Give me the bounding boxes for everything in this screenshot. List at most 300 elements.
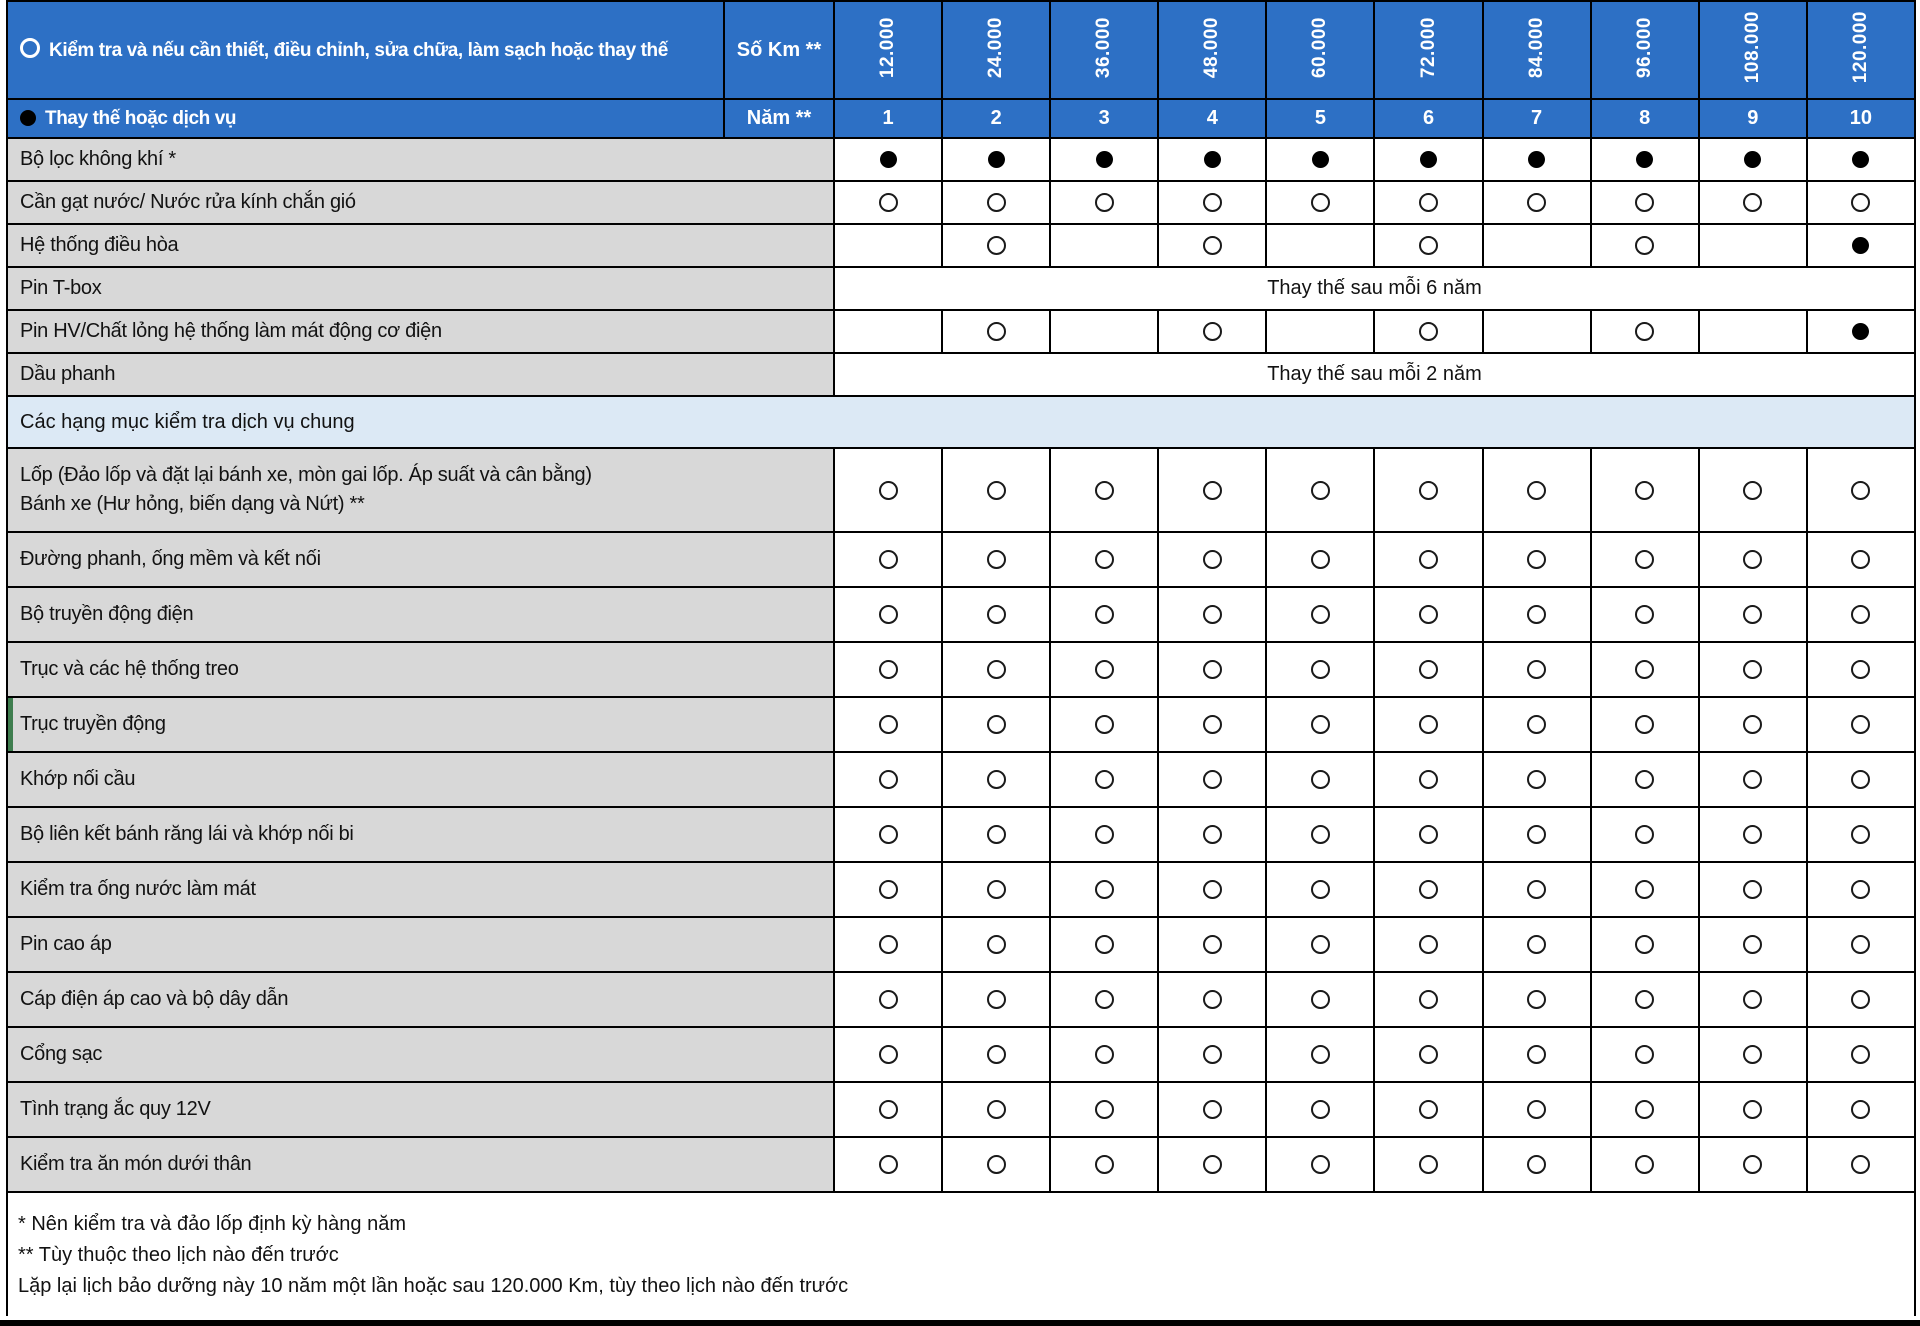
mark-cell[interactable] [1374,532,1482,587]
mark-cell[interactable] [1483,642,1591,697]
open-circle-icon [1851,935,1870,954]
mark-cell[interactable] [834,587,942,642]
mark-cell[interactable] [1158,1027,1266,1082]
table-row [7,642,1915,697]
mark-cell[interactable] [1158,532,1266,587]
mark-cell[interactable] [1807,862,1915,917]
mark-cell[interactable] [1050,917,1158,972]
mark-cell[interactable] [1699,532,1807,587]
open-circle-icon [879,1100,898,1119]
row-label-cell[interactable]: Đường phanh, ống mềm và kết nối [7,532,834,587]
open-circle-icon [879,990,898,1009]
mark-cell[interactable] [1050,448,1158,532]
mark-cell[interactable] [942,697,1050,752]
open-circle-icon [1095,1100,1114,1119]
mark-cell[interactable] [1483,697,1591,752]
mark-cell[interactable] [1807,697,1915,752]
open-circle-icon [1527,825,1546,844]
mark-cell[interactable] [1158,752,1266,807]
open-circle-icon [987,660,1006,679]
mark-cell[interactable] [1591,138,1699,181]
year-header-cell[interactable]: 3 [1050,99,1158,138]
mark-cell[interactable] [1591,862,1699,917]
year-header-cell[interactable]: 8 [1591,99,1699,138]
mark-cell[interactable] [1266,1027,1374,1082]
mark-cell[interactable] [1266,224,1374,267]
mark-cell[interactable] [1374,181,1482,224]
row-label-cell[interactable]: Pin cao áp [7,917,834,972]
km-header-cell[interactable] [1158,1,1266,99]
mark-cell[interactable] [1699,862,1807,917]
filled-circle-icon [1852,323,1869,340]
mark-cell[interactable] [1807,752,1915,807]
year-header-row [7,99,1915,138]
open-circle-icon [1203,550,1222,569]
mark-cell[interactable] [1266,1137,1374,1192]
mark-cell[interactable] [1266,532,1374,587]
mark-cell[interactable] [1158,224,1266,267]
mark-cell[interactable] [942,448,1050,532]
mark-cell[interactable] [1374,1082,1482,1137]
mark-cell[interactable] [1050,138,1158,181]
mark-cell[interactable] [1374,448,1482,532]
open-circle-icon [1851,770,1870,789]
open-circle-icon [1743,1100,1762,1119]
mark-cell[interactable] [1158,310,1266,353]
mark-cell[interactable] [1266,642,1374,697]
km-header-cell[interactable] [942,1,1050,99]
open-circle-icon [1419,935,1438,954]
open-circle-icon [1203,990,1222,1009]
km-value: 72.000 [1417,16,1439,79]
year-header-cell[interactable]: 2 [942,99,1050,138]
mark-cell[interactable] [834,1082,942,1137]
open-circle-icon [1095,770,1114,789]
open-circle-icon [879,880,898,899]
mark-cell[interactable] [942,972,1050,1027]
row-label-cell[interactable]: Kiểm tra ăn món dưới thân [7,1137,834,1192]
open-circle-icon [1203,481,1222,500]
row-label-cell[interactable]: Cáp điện áp cao và bộ dây dẫn [7,972,834,1027]
table-row [7,752,1915,807]
mark-cell[interactable] [1483,448,1591,532]
row-label-cell[interactable]: Trục và các hệ thống treo [7,642,834,697]
mark-cell[interactable] [1699,1137,1807,1192]
km-header-cell[interactable] [1699,1,1807,99]
row-label-cell[interactable]: Bộ truyền động điện [7,587,834,642]
mark-cell[interactable] [942,917,1050,972]
maintenance-table [6,0,1916,1193]
mark-cell[interactable] [942,642,1050,697]
mark-cell[interactable] [1483,807,1591,862]
mark-cell[interactable] [1591,1137,1699,1192]
mark-cell[interactable] [1807,807,1915,862]
mark-cell[interactable] [1807,642,1915,697]
open-circle-icon [987,481,1006,500]
mark-cell[interactable] [1158,587,1266,642]
row-label-cell[interactable]: Tình trạng ắc quy 12V [7,1082,834,1137]
mark-cell[interactable] [1591,807,1699,862]
mark-cell[interactable] [1699,697,1807,752]
mark-cell[interactable] [1050,807,1158,862]
open-circle-icon [1311,1100,1330,1119]
mark-cell[interactable] [1158,972,1266,1027]
mark-cell[interactable] [1374,917,1482,972]
filled-circle-icon [1204,151,1221,168]
year-header-cell[interactable]: 5 [1266,99,1374,138]
mark-cell[interactable] [1266,807,1374,862]
mark-cell[interactable] [1483,138,1591,181]
mark-cell[interactable] [834,752,942,807]
mark-cell[interactable] [1266,1082,1374,1137]
mark-cell[interactable] [1591,1027,1699,1082]
mark-cell[interactable] [1483,587,1591,642]
mark-cell[interactable] [1050,310,1158,353]
mark-cell[interactable] [834,138,942,181]
open-circle-icon [879,1045,898,1064]
mark-cell[interactable] [834,448,942,532]
mark-cell[interactable] [1699,917,1807,972]
mark-cell[interactable] [1807,448,1915,532]
mark-cell[interactable] [1050,642,1158,697]
mark-cell[interactable] [1483,1027,1591,1082]
mark-cell[interactable] [1483,972,1591,1027]
open-circle-icon [1851,880,1870,899]
open-circle-icon [1419,322,1438,341]
open-circle-icon [1311,825,1330,844]
row-label-cell[interactable]: Pin T-box [7,267,834,310]
table-row [7,972,1915,1027]
mark-cell[interactable] [1483,310,1591,353]
mark-cell[interactable] [1266,862,1374,917]
mark-cell[interactable] [1591,642,1699,697]
open-circle-icon [987,236,1006,255]
mark-cell[interactable] [1699,587,1807,642]
replace-legend-cell[interactable] [7,99,724,138]
open-circle-icon [987,1100,1006,1119]
row-label-cell[interactable]: Pin HV/Chất lỏng hệ thống làm mát động cơ điện [7,310,834,353]
row-label-cell[interactable]: Hệ thống điều hòa [7,224,834,267]
open-circle-icon [1095,193,1114,212]
table-row [7,267,1915,310]
mark-cell[interactable] [1699,181,1807,224]
year-header-cell[interactable]: 4 [1158,99,1266,138]
mark-cell[interactable] [1266,697,1374,752]
mark-cell[interactable] [1050,972,1158,1027]
mark-cell[interactable] [1807,532,1915,587]
mark-cell[interactable] [834,917,942,972]
open-circle-icon [1203,193,1222,212]
mark-cell[interactable] [1158,448,1266,532]
mark-cell[interactable] [1158,807,1266,862]
mark-cell[interactable] [1483,862,1591,917]
mark-cell[interactable] [942,532,1050,587]
mark-cell[interactable] [834,224,942,267]
table-row [7,448,1915,532]
mark-cell[interactable] [1374,807,1482,862]
mark-cell[interactable] [1807,972,1915,1027]
row-label-cell[interactable]: Cần gạt nước/ Nước rửa kính chắn gió [7,181,834,224]
open-circle-icon [879,481,898,500]
mark-cell[interactable] [942,1137,1050,1192]
merged-note-cell[interactable]: Thay thế sau mỗi 2 năm [834,353,1915,396]
mark-cell[interactable] [1266,972,1374,1027]
mark-cell[interactable] [834,1027,942,1082]
mark-cell[interactable] [1158,1082,1266,1137]
open-circle-icon [1311,660,1330,679]
mark-cell[interactable] [1591,697,1699,752]
row-label-cell[interactable]: Kiểm tra ống nước làm mát [7,862,834,917]
mark-cell[interactable] [1483,181,1591,224]
open-circle-icon [1743,825,1762,844]
open-circle-icon [1851,193,1870,212]
mark-cell[interactable] [1483,752,1591,807]
mark-cell[interactable] [942,181,1050,224]
open-circle-icon [1419,481,1438,500]
open-circle-icon [879,715,898,734]
mark-cell[interactable] [942,807,1050,862]
open-circle-icon [1743,660,1762,679]
mark-cell[interactable] [1266,917,1374,972]
open-circle-icon [1527,193,1546,212]
km-header-cell[interactable] [1050,1,1158,99]
mark-cell[interactable] [1374,1027,1482,1082]
row-label-cell[interactable]: Khớp nối cầu [7,752,834,807]
mark-cell[interactable] [1591,532,1699,587]
year-header-cell[interactable]: 10 [1807,99,1915,138]
mark-cell[interactable] [942,752,1050,807]
mark-cell[interactable] [942,138,1050,181]
mark-cell[interactable] [1050,862,1158,917]
km-value: 24.000 [985,16,1007,79]
open-circle-icon [987,1155,1006,1174]
km-unit-cell[interactable]: Số Km ** [724,1,834,99]
mark-cell[interactable] [1699,642,1807,697]
km-header-cell[interactable] [1266,1,1374,99]
year-header-cell[interactable]: 9 [1699,99,1807,138]
mark-cell[interactable] [1266,587,1374,642]
open-circle-icon [20,38,40,58]
mark-cell[interactable] [1807,1137,1915,1192]
mark-cell[interactable] [1158,697,1266,752]
mark-cell[interactable] [1266,752,1374,807]
mark-cell[interactable] [1050,1027,1158,1082]
mark-cell[interactable] [834,972,942,1027]
row-label-cell[interactable]: Dầu phanh [7,353,834,396]
mark-cell[interactable] [942,1027,1050,1082]
open-circle-icon [1419,660,1438,679]
table-row [7,697,1915,752]
mark-cell[interactable] [1807,587,1915,642]
km-header-cell[interactable] [1591,1,1699,99]
mark-cell[interactable] [942,587,1050,642]
mark-cell[interactable] [1591,917,1699,972]
mark-cell[interactable] [1807,138,1915,181]
year-unit-cell[interactable]: Năm ** [724,99,834,138]
open-circle-icon [1635,1045,1654,1064]
open-circle-icon [1851,1045,1870,1064]
filled-circle-icon [880,151,897,168]
mark-cell[interactable] [834,807,942,862]
mark-cell[interactable] [1807,181,1915,224]
mark-cell[interactable] [1591,181,1699,224]
mark-cell[interactable] [1591,1082,1699,1137]
mark-cell[interactable] [1699,1082,1807,1137]
km-value: 84.000 [1525,16,1547,79]
open-circle-icon [1635,236,1654,255]
section-header-cell[interactable]: Các hạng mục kiểm tra dịch vụ chung [7,396,1915,448]
mark-cell[interactable] [1374,972,1482,1027]
filled-circle-icon [1312,151,1329,168]
mark-cell[interactable] [1591,587,1699,642]
year-header-cell[interactable]: 1 [834,99,942,138]
table-row [7,310,1915,353]
open-circle-icon [1527,605,1546,624]
mark-cell[interactable] [1374,310,1482,353]
mark-cell[interactable] [942,1082,1050,1137]
mark-cell[interactable] [1050,224,1158,267]
mark-cell[interactable] [1807,224,1915,267]
mark-cell[interactable] [1807,310,1915,353]
open-circle-icon [1419,236,1438,255]
mark-cell[interactable] [1483,1082,1591,1137]
open-circle-icon [1095,550,1114,569]
open-circle-icon [1311,770,1330,789]
open-circle-icon [1095,1155,1114,1174]
mark-cell[interactable] [1050,752,1158,807]
open-circle-icon [1527,1155,1546,1174]
open-circle-icon [1203,935,1222,954]
mark-cell[interactable] [1591,752,1699,807]
open-circle-icon [879,550,898,569]
mark-cell[interactable] [1158,181,1266,224]
mark-cell[interactable] [1374,862,1482,917]
mark-cell[interactable] [1591,448,1699,532]
mark-cell[interactable] [1158,917,1266,972]
mark-cell[interactable] [834,532,942,587]
inspect-legend-cell[interactable] [7,1,724,99]
mark-cell[interactable] [1483,917,1591,972]
mark-cell[interactable] [1699,448,1807,532]
open-circle-icon [879,770,898,789]
row-label-cell[interactable]: Bộ liên kết bánh răng lái và khớp nối bi [7,807,834,862]
mark-cell[interactable] [1699,138,1807,181]
mark-cell[interactable] [1374,1137,1482,1192]
row-label-cell[interactable]: Bộ lọc không khí * [7,138,834,181]
mark-cell[interactable] [1591,310,1699,353]
mark-cell[interactable] [1266,448,1374,532]
mark-cell[interactable] [1699,807,1807,862]
open-circle-icon [987,935,1006,954]
mark-cell[interactable] [942,224,1050,267]
mark-cell[interactable] [834,1137,942,1192]
km-header-cell[interactable] [1374,1,1482,99]
row-label-cell[interactable] [7,448,834,532]
open-circle-icon [1311,605,1330,624]
open-circle-icon [1635,193,1654,212]
mark-cell[interactable] [1266,310,1374,353]
mark-cell[interactable] [1158,1137,1266,1192]
open-circle-icon [1419,715,1438,734]
mark-cell[interactable] [1699,752,1807,807]
year-header-cell[interactable]: 7 [1483,99,1591,138]
open-circle-icon [1311,935,1330,954]
open-circle-icon [1419,770,1438,789]
row-label-cell[interactable]: Trục truyền động [7,697,834,752]
open-circle-icon [1527,935,1546,954]
mark-cell[interactable] [1483,1137,1591,1192]
open-circle-icon [1095,935,1114,954]
mark-cell[interactable] [1266,138,1374,181]
mark-cell[interactable] [942,310,1050,353]
open-circle-icon [1851,605,1870,624]
mark-cell[interactable] [1807,917,1915,972]
mark-cell[interactable] [1050,587,1158,642]
mark-cell[interactable] [834,697,942,752]
year-header-cell[interactable]: 6 [1374,99,1482,138]
replace-legend-label: Thay thế hoặc dịch vụ [45,107,237,129]
mark-cell[interactable] [1050,181,1158,224]
mark-cell[interactable] [942,862,1050,917]
open-circle-icon [1095,605,1114,624]
open-circle-icon [1743,605,1762,624]
mark-cell[interactable] [1374,587,1482,642]
mark-cell[interactable] [834,310,942,353]
km-value: 48.000 [1201,16,1223,79]
mark-cell[interactable] [1699,1027,1807,1082]
open-circle-icon [1311,990,1330,1009]
mark-cell[interactable] [1591,224,1699,267]
mark-cell[interactable] [1158,138,1266,181]
mark-cell[interactable] [1483,224,1591,267]
km-header-cell[interactable] [834,1,942,99]
mark-cell[interactable] [1374,224,1482,267]
mark-cell[interactable] [1699,224,1807,267]
km-header-cell[interactable] [1807,1,1915,99]
mark-cell[interactable] [834,181,942,224]
mark-cell[interactable] [1266,181,1374,224]
mark-cell[interactable] [1050,697,1158,752]
open-circle-icon [1095,481,1114,500]
mark-cell[interactable] [1699,310,1807,353]
mark-cell[interactable] [1699,972,1807,1027]
mark-cell[interactable] [1483,532,1591,587]
mark-cell[interactable] [1374,752,1482,807]
mark-cell[interactable] [1374,697,1482,752]
open-circle-icon [1851,825,1870,844]
mark-cell[interactable] [1374,138,1482,181]
mark-cell[interactable] [1158,862,1266,917]
open-circle-icon [1635,605,1654,624]
mark-cell[interactable] [1374,642,1482,697]
mark-cell[interactable] [1591,972,1699,1027]
table-row [7,1082,1915,1137]
open-circle-icon [879,193,898,212]
km-header-cell[interactable] [1483,1,1591,99]
mark-cell[interactable] [1807,1082,1915,1137]
mark-cell[interactable] [1050,1082,1158,1137]
mark-cell[interactable] [1050,532,1158,587]
mark-cell[interactable] [834,862,942,917]
mark-cell[interactable] [1807,1027,1915,1082]
bottom-black-bar [0,1320,1920,1326]
mark-cell[interactable] [1158,642,1266,697]
mark-cell[interactable] [834,642,942,697]
mark-cell[interactable] [1050,1137,1158,1192]
merged-note-cell[interactable]: Thay thế sau mỗi 6 năm [834,267,1915,310]
row-label-cell[interactable]: Cổng sạc [7,1027,834,1082]
open-circle-icon [1635,935,1654,954]
